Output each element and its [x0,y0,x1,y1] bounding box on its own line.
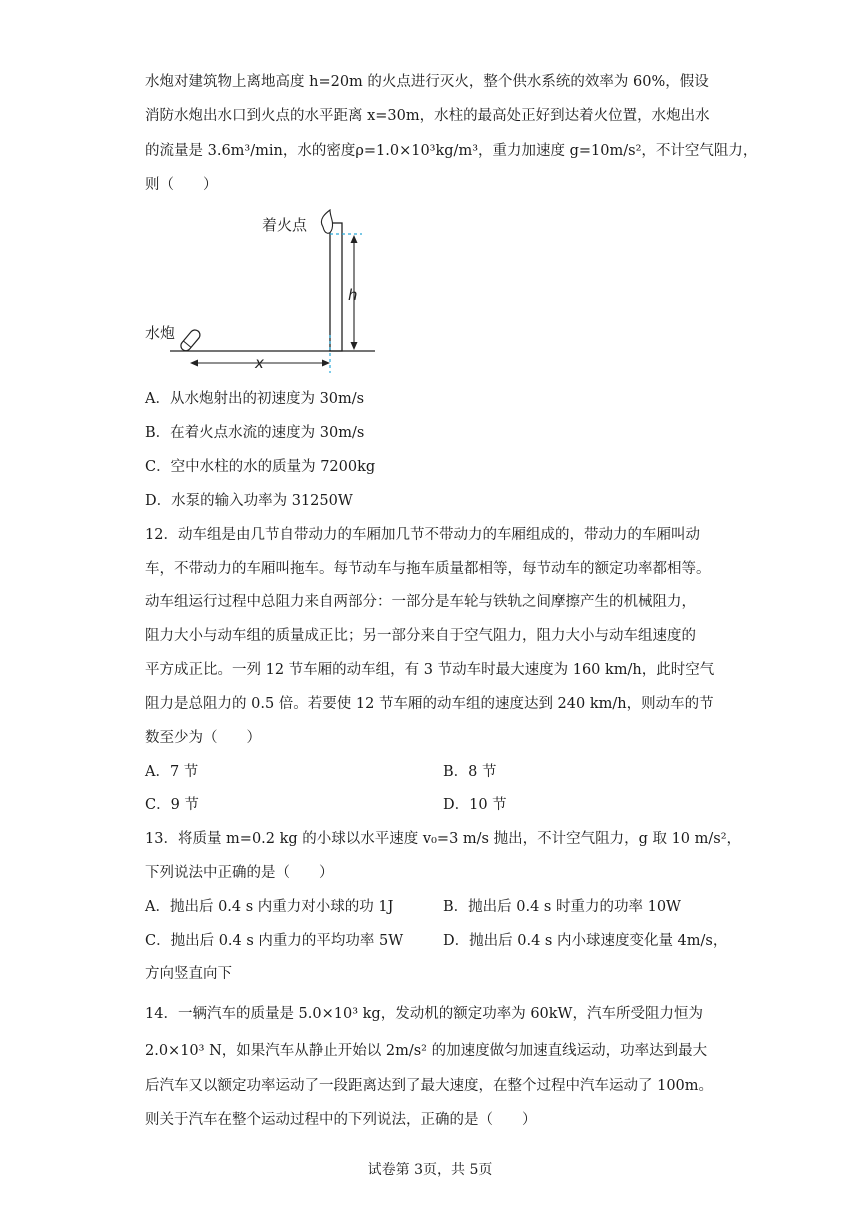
q12-option-c: C．9 节 [145,797,199,813]
q13-option-d: D．抛出后 0.4 s 内小球速度变化量 4m/s， [443,933,728,949]
q11-line-2: 消防水炮出水口到火点的水平距离 x=30m，水柱的最高处正好到达着火位置，水炮出水 [145,108,710,124]
q14-line-2: 2.0×10³ N，如果汽车从静止开始以 2m/s² 的加速度做匀加速直线运动，功率达到最大 [145,1043,708,1059]
q13-line-1: 13．将质量 m=0.2 kg 的小球以水平速度 v₀=3 m/s 抛出，不计空气阻力，g 取 10 m/s²， [145,831,742,847]
q14-line-3: 后汽车又以额定功率运动了一段距离达到了最大速度，在整个过程中汽车运动了 100m。 [145,1078,714,1094]
q11-line-3: 的流量是 3.6m³/min，水的密度ρ=1.0×10³kg/m³，重力加速度 g=10m/s²，不计空气阻力， [145,143,758,159]
h-arrow-down-icon [351,342,358,350]
q14-line-1: 14．一辆汽车的质量是 5.0×10³ kg，发动机的额定功率为 60kW，汽车所受阻力恒为 [145,1006,703,1022]
q11-option-d: D．水泵的输入功率为 31250W [145,493,353,509]
q11-option-b: B．在着火点水流的速度为 30m/s [145,425,365,441]
fire-point-label: 着火点 [262,216,308,234]
fire-icon [321,210,332,233]
q11-option-c: C．空中水柱的水的质量为 7200kg [145,459,376,475]
h-arrow-up-icon [351,235,358,243]
page-footer: 试卷第 3页，共 5页 [367,1162,493,1178]
q13-option-b: B．抛出后 0.4 s 时重力的功率 10W [443,899,681,915]
h-label: h [348,286,358,304]
q11-line-4: 则（ ） [145,177,218,193]
q12-line-6: 阻力是总阻力的 0.5 倍。若要使 12 节车厢的动车组的速度达到 240 km/h，则动车的节 [145,696,714,712]
q12-line-5: 平方成正比。一列 12 节车厢的动车组，有 3 节动车时最大速度为 160 km/h，此时空气 [145,662,715,678]
q12-option-a: A．7 节 [145,764,199,780]
building [330,223,342,351]
q13-line-2: 下列说法中正确的是（ ） [145,865,334,881]
water-cannon-diagram [140,205,380,375]
q11-option-a: A．从水炮射出的初速度为 30m/s [145,391,365,407]
q12-line-3: 动车组运行过程中总阻力来自两部分：一部分是车轮与铁轨之间摩擦产生的机械阻力， [145,594,696,610]
q13-option-d-continued: 方向竖直向下 [145,966,232,982]
q12-option-b: B．8 节 [443,764,497,780]
q12-option-d: D．10 节 [443,797,507,813]
x-arrow-left-icon [190,360,198,367]
q12-line-2: 车，不带动力的车厢叫拖车。每节动车与拖车质量都相等，每节动车的额定功率都相等。 [145,561,711,577]
q13-option-c: C．抛出后 0.4 s 内重力的平均功率 5W [145,933,404,949]
x-label: x [255,354,264,372]
q13-option-a: A．抛出后 0.4 s 内重力对小球的功 1J [145,899,394,915]
q14-line-4: 则关于汽车在整个运动过程中的下列说法，正确的是（ ） [145,1112,537,1128]
q12-line-1: 12．动车组是由几节自带动力的车厢加几节不带动力的车厢组成的，带动力的车厢叫动 [145,527,700,543]
q12-line-7: 数至少为（ ） [145,730,261,746]
q11-line-1: 水炮对建筑物上离地高度 h=20m 的火点进行灭火，整个供水系统的效率为 60%，假设 [145,74,709,90]
q12-line-4: 阻力大小与动车组的质量成正比；另一部分来自于空气阻力，阻力大小与动车组速度的 [145,628,696,644]
water-cannon-icon [179,328,202,353]
cannon-label: 水炮 [145,324,176,342]
x-arrow-right-icon [322,360,330,367]
